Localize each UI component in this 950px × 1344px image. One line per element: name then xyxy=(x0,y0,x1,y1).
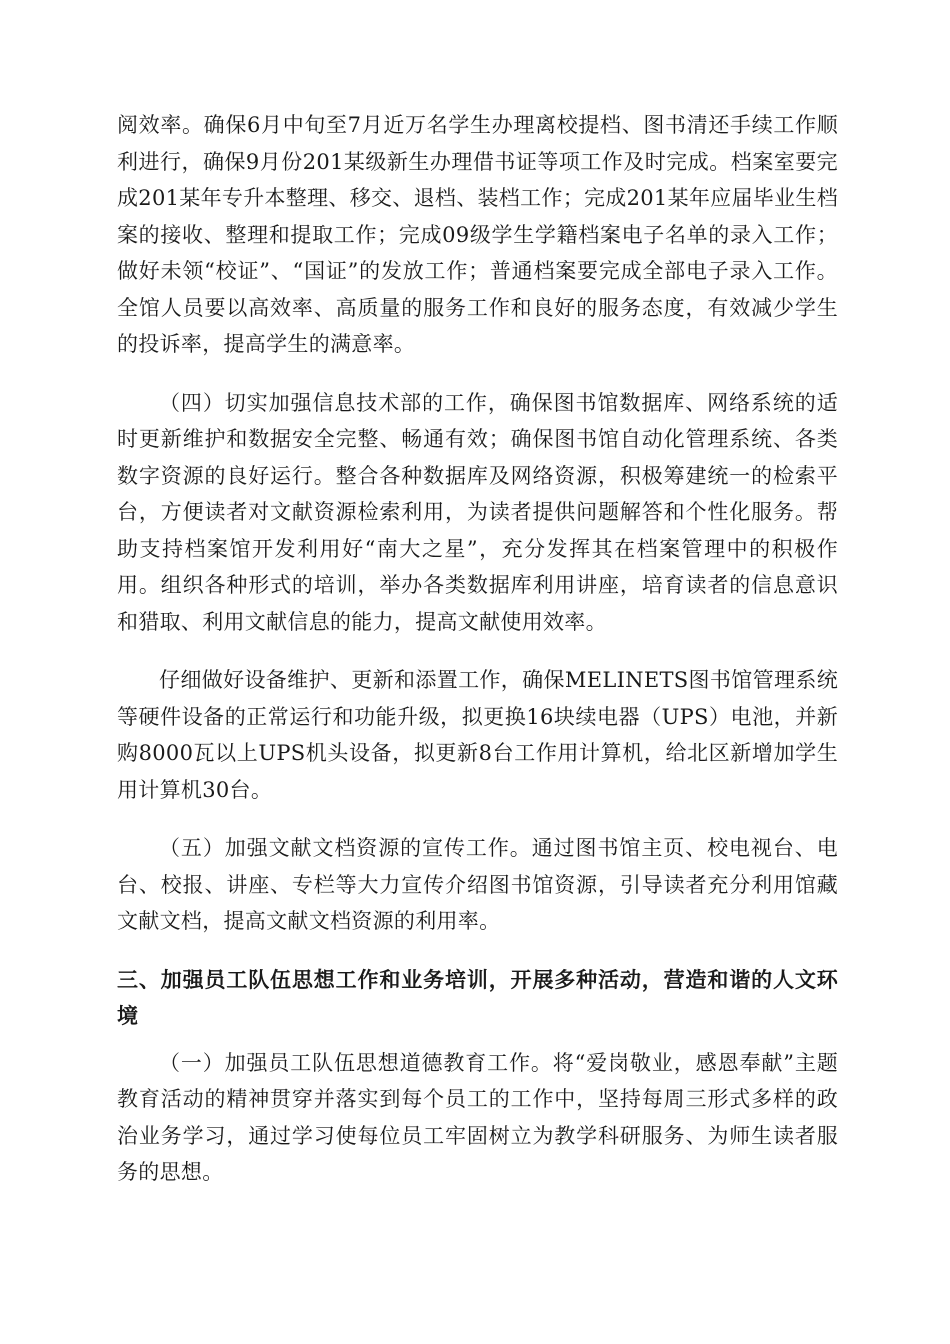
paragraph-info-tech: （四）切实加强信息技术部的工作，确保图书馆数据库、网络系统的适时更新维护和数据安全完整、畅通有效；确保图书馆自动化管理系统、各类数字资源的良好运行。整合各种数据库及网络资源，积极筹建统一的检索平台，方便读者对文献资源检索利用，为读者提供问题解答和个性化服务。帮助支持档案馆开发利用好“南大之星”，充分发挥其在档案管理中的积极作用。组织各种形式的培训，举办各类数据库利用讲座，培育读者的信息意识和猎取、利用文献信息的能力，提高文献使用效率。 xyxy=(117,390,838,634)
paragraph-promotion: （五）加强文献文档资源的宣传工作。通过图书馆主页、校电视台、电台、校报、讲座、专栏等大力宣传介绍图书馆资源，引导读者充分利用馆藏文献文档，提高文献文档资源的利用率。 xyxy=(117,836,838,933)
paragraph-continuation: 阅效率。确保6月中旬至7月近万名学生办理离校提档、图书清还手续工作顺利进行，确保9月份201某级新生办理借书证等项工作及时完成。档案室要完成201某年专升本整理、移交、退档、装档工作；完成201某年应届毕业生档案的接收、整理和提取工作；完成09级学生学籍档案电子名单的录入工作；做好未领“校证”、“国证”的发放工作；普通档案要完成全部电子录入工作。全馆人员要以高效率、高质量的服务工作和良好的服务态度，有效减少学生的投诉率，提高学生的满意率。 xyxy=(117,113,838,356)
paragraph-equipment: 仔细做好设备维护、更新和添置工作，确保MELINETS图书馆管理系统等硬件设备的正常运行和功能升级，拟更换16块续电器（UPS）电池，并新购8000瓦以上UPS机头设备，拟更新8台工作用计算机，给北区新增加学生用计算机30台。 xyxy=(117,668,838,802)
paragraph-staff-education: （一）加强员工队伍思想道德教育工作。将“爱岗敬业，感恩奉献”主题教育活动的精神贯穿并落实到每个员工的工作中，坚持每周三形式多样的政治业务学习，通过学习使每位员工牢固树立为教学科研服务、为师生读者服务的思想。 xyxy=(117,1050,838,1184)
section-heading: 三、加强员工队伍思想工作和业务培训，开展多种活动，营造和谐的人文环境 xyxy=(117,967,838,1028)
